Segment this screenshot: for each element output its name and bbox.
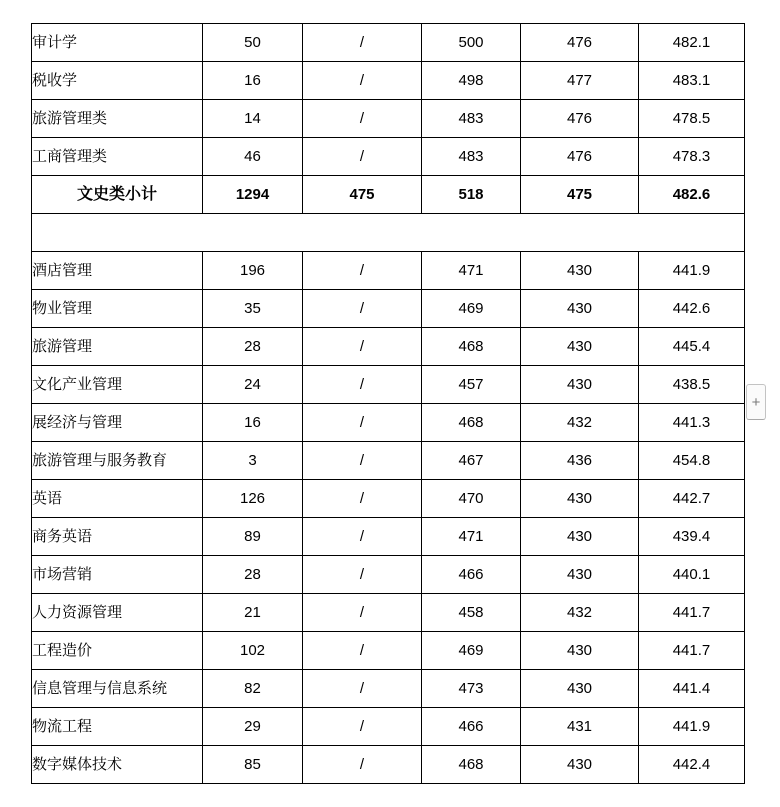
table-row (32, 138, 745, 176)
value-cell: 1294 (203, 176, 303, 214)
value-cell: 442.4 (639, 746, 745, 784)
value-cell: 441.9 (639, 708, 745, 746)
value-cell: 466 (422, 708, 521, 746)
value-cell: 467 (422, 442, 521, 480)
subtotal-row (32, 176, 745, 214)
value-cell: 458 (422, 594, 521, 632)
table-row (32, 290, 745, 328)
major-name-cell: 英语 (32, 480, 203, 518)
spacer-row (32, 214, 745, 252)
value-cell: / (303, 556, 422, 594)
major-name-cell: 旅游管理与服务教育 (32, 442, 203, 480)
value-cell: 471 (422, 252, 521, 290)
value-cell: 430 (521, 328, 639, 366)
value-cell: 468 (422, 746, 521, 784)
major-name-cell: 工程造价 (32, 632, 203, 670)
value-cell: 440.1 (639, 556, 745, 594)
value-cell: / (303, 138, 422, 176)
value-cell: 432 (521, 594, 639, 632)
value-cell: / (303, 670, 422, 708)
value-cell: 482.6 (639, 176, 745, 214)
value-cell: 89 (203, 518, 303, 556)
value-cell: 478.5 (639, 100, 745, 138)
value-cell: / (303, 252, 422, 290)
value-cell: 82 (203, 670, 303, 708)
table-row (32, 480, 745, 518)
table-row (32, 442, 745, 480)
table-row (32, 632, 745, 670)
value-cell: 483 (422, 100, 521, 138)
major-name-cell: 文史类小计 (32, 176, 203, 214)
value-cell: 431 (521, 708, 639, 746)
value-cell: 46 (203, 138, 303, 176)
value-cell: 28 (203, 328, 303, 366)
value-cell: 468 (422, 328, 521, 366)
value-cell: 441.4 (639, 670, 745, 708)
value-cell: / (303, 62, 422, 100)
value-cell: 441.3 (639, 404, 745, 442)
major-name-cell: 酒店管理 (32, 252, 203, 290)
value-cell: 477 (521, 62, 639, 100)
table-row (32, 100, 745, 138)
value-cell: / (303, 404, 422, 442)
value-cell: 457 (422, 366, 521, 404)
value-cell: 16 (203, 62, 303, 100)
value-cell: 35 (203, 290, 303, 328)
table-row (32, 328, 745, 366)
major-name-cell: 旅游管理类 (32, 100, 203, 138)
value-cell: 500 (422, 24, 521, 62)
value-cell: 478.3 (639, 138, 745, 176)
value-cell: / (303, 632, 422, 670)
value-cell: / (303, 366, 422, 404)
table-row (32, 746, 745, 784)
major-name-cell: 展经济与管理 (32, 404, 203, 442)
table-row (32, 62, 745, 100)
major-name-cell: 人力资源管理 (32, 594, 203, 632)
value-cell: 473 (422, 670, 521, 708)
value-cell: 16 (203, 404, 303, 442)
major-name-cell: 市场营销 (32, 556, 203, 594)
value-cell: 430 (521, 746, 639, 784)
table-row (32, 708, 745, 746)
value-cell: 29 (203, 708, 303, 746)
value-cell: 432 (521, 404, 639, 442)
table-row (32, 594, 745, 632)
value-cell: 430 (521, 632, 639, 670)
value-cell: 430 (521, 480, 639, 518)
floating-plus-button[interactable]: + (746, 384, 766, 420)
value-cell: 442.6 (639, 290, 745, 328)
value-cell: / (303, 480, 422, 518)
major-name-cell: 商务英语 (32, 518, 203, 556)
table-row (32, 670, 745, 708)
value-cell: 441.7 (639, 632, 745, 670)
value-cell: 476 (521, 100, 639, 138)
value-cell: 430 (521, 366, 639, 404)
value-cell: 469 (422, 632, 521, 670)
value-cell: 85 (203, 746, 303, 784)
table-row (32, 366, 745, 404)
table-row (32, 404, 745, 442)
value-cell: 466 (422, 556, 521, 594)
value-cell: / (303, 518, 422, 556)
value-cell: 482.1 (639, 24, 745, 62)
value-cell: 24 (203, 366, 303, 404)
value-cell: 475 (521, 176, 639, 214)
value-cell: / (303, 442, 422, 480)
value-cell: 469 (422, 290, 521, 328)
value-cell: 483.1 (639, 62, 745, 100)
major-name-cell: 工商管理类 (32, 138, 203, 176)
major-name-cell: 信息管理与信息系统 (32, 670, 203, 708)
value-cell: 14 (203, 100, 303, 138)
value-cell: 445.4 (639, 328, 745, 366)
value-cell: 471 (422, 518, 521, 556)
value-cell: 3 (203, 442, 303, 480)
value-cell: 483 (422, 138, 521, 176)
value-cell: 430 (521, 518, 639, 556)
value-cell: 476 (521, 138, 639, 176)
value-cell: / (303, 100, 422, 138)
value-cell: 468 (422, 404, 521, 442)
value-cell: 436 (521, 442, 639, 480)
value-cell: 442.7 (639, 480, 745, 518)
value-cell: 430 (521, 556, 639, 594)
value-cell: / (303, 708, 422, 746)
value-cell: 475 (303, 176, 422, 214)
value-cell: 21 (203, 594, 303, 632)
value-cell: 50 (203, 24, 303, 62)
admission-scores-table (31, 23, 745, 784)
value-cell: 454.8 (639, 442, 745, 480)
value-cell: 126 (203, 480, 303, 518)
value-cell: / (303, 328, 422, 366)
value-cell: 102 (203, 632, 303, 670)
major-name-cell: 旅游管理 (32, 328, 203, 366)
value-cell: / (303, 746, 422, 784)
value-cell: 441.9 (639, 252, 745, 290)
value-cell: 441.7 (639, 594, 745, 632)
value-cell: 430 (521, 670, 639, 708)
value-cell: / (303, 290, 422, 328)
value-cell: 196 (203, 252, 303, 290)
value-cell: 470 (422, 480, 521, 518)
major-name-cell: 税收学 (32, 62, 203, 100)
table-row (32, 518, 745, 556)
major-name-cell: 审计学 (32, 24, 203, 62)
value-cell: 498 (422, 62, 521, 100)
value-cell: 518 (422, 176, 521, 214)
major-name-cell: 物业管理 (32, 290, 203, 328)
value-cell: 430 (521, 252, 639, 290)
value-cell: 430 (521, 290, 639, 328)
value-cell: 438.5 (639, 366, 745, 404)
value-cell: 28 (203, 556, 303, 594)
value-cell: / (303, 594, 422, 632)
spacer-cell (32, 214, 745, 252)
value-cell: 476 (521, 24, 639, 62)
major-name-cell: 文化产业管理 (32, 366, 203, 404)
value-cell: 439.4 (639, 518, 745, 556)
value-cell: / (303, 24, 422, 62)
table-row (32, 24, 745, 62)
major-name-cell: 物流工程 (32, 708, 203, 746)
major-name-cell: 数字媒体技术 (32, 746, 203, 784)
table-row (32, 252, 745, 290)
table-row (32, 556, 745, 594)
